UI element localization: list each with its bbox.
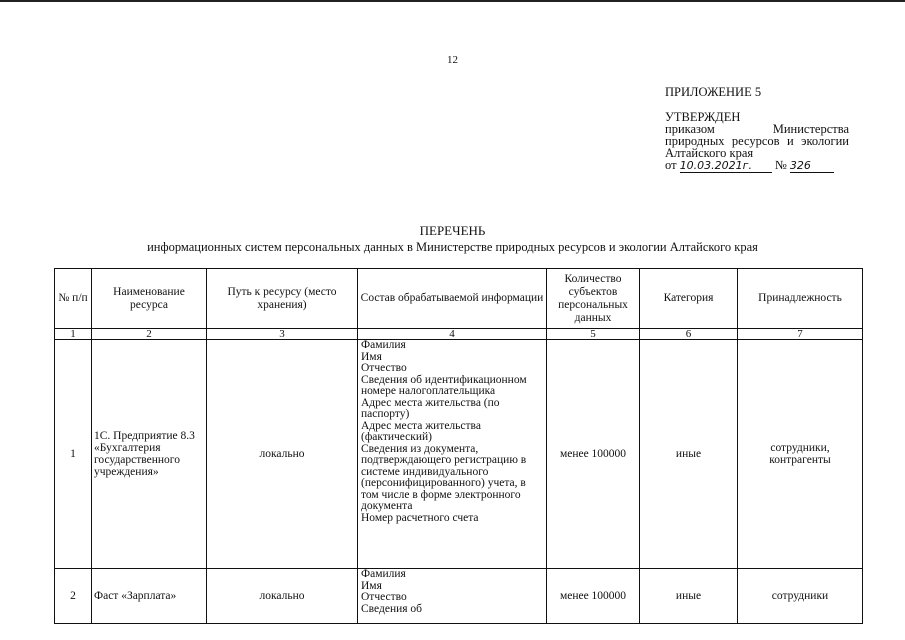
ownership: сотрудники (738, 569, 863, 624)
header-name: Наименование ресурса (92, 269, 207, 329)
header-count: Количество субъектов персональных данных (547, 269, 640, 329)
info-item: Фамилия (361, 339, 406, 351)
page-top-border (0, 0, 905, 2)
header-info: Состав обрабатываемой информации (358, 269, 547, 329)
row-number: 1 (55, 340, 92, 569)
column-number: 7 (738, 329, 863, 340)
info-item: Имя (361, 579, 382, 592)
table-row (55, 569, 863, 624)
header-num: № п/п (55, 269, 92, 329)
approval-block (665, 111, 849, 173)
page-number: 12 (447, 54, 458, 66)
info-item: Адрес места жительства (фактический) (361, 419, 481, 443)
number-label: № (774, 158, 787, 172)
info-item: Номер расчетного счета (361, 511, 479, 524)
info-item: Сведения об идентификационном номере налогоплательщика (361, 373, 527, 397)
info-item: Отчество (361, 362, 407, 374)
approved-label: УТВЕРЖДЕН (665, 110, 741, 124)
info-item: Адрес места жительства (по паспорту) (361, 396, 500, 420)
document-subtitle: информационных систем персональных данных в Министерстве природных ресурсов и экологии Алтайского края (147, 240, 758, 254)
category: иные (640, 340, 738, 569)
category: иные (640, 569, 738, 624)
header-category: Категория (640, 269, 738, 329)
info-composition (358, 340, 547, 569)
approval-date: 10.03.2021г. (680, 159, 772, 173)
resource-name: Фаст «Зарплата» (92, 569, 207, 624)
column-number: 4 (358, 329, 547, 340)
header-ownership: Принадлежность (738, 269, 863, 329)
info-composition (358, 569, 547, 624)
info-item: Фамилия (361, 568, 406, 580)
from-label: от (665, 158, 677, 172)
approval-number: 326 (790, 159, 834, 173)
column-number: 2 (92, 329, 207, 340)
info-item: Имя (361, 350, 382, 363)
resource-name: 1С. Предприятие 8.3 «Бухгалтерия государственного учреждения» (92, 340, 207, 569)
subjects-count: менее 100000 (547, 340, 640, 569)
column-number: 6 (640, 329, 738, 340)
row-number: 2 (55, 569, 92, 624)
subjects-count: менее 100000 (547, 569, 640, 624)
appendix-label: ПРИЛОЖЕНИЕ 5 (665, 85, 762, 99)
header-path: Путь к ресурсу (место хранения) (207, 269, 358, 329)
column-number-row (55, 329, 863, 340)
approval-order-text: приказом Министерства природных ресурсов и экологии Алтайского края (665, 122, 849, 160)
document-title: ПЕРЕЧЕНЬ (419, 223, 486, 238)
resource-path: локально (207, 340, 358, 569)
ownership: сотрудники, контрагенты (738, 340, 863, 569)
column-number: 1 (55, 329, 92, 340)
table-header-row (55, 269, 863, 329)
column-number: 3 (207, 329, 358, 340)
isp-table (54, 268, 863, 624)
info-item: Сведения об (361, 602, 423, 615)
approval-date-line (665, 159, 849, 173)
resource-path: локально (207, 569, 358, 624)
info-item: Сведения из документа, подтверждающего регистрацию в системе индивидуального (персонифицированного) учета, в том числе в форме электронного документа (361, 442, 527, 512)
info-item: Отчество (361, 591, 407, 603)
column-number: 5 (547, 329, 640, 340)
table-row (55, 340, 863, 569)
